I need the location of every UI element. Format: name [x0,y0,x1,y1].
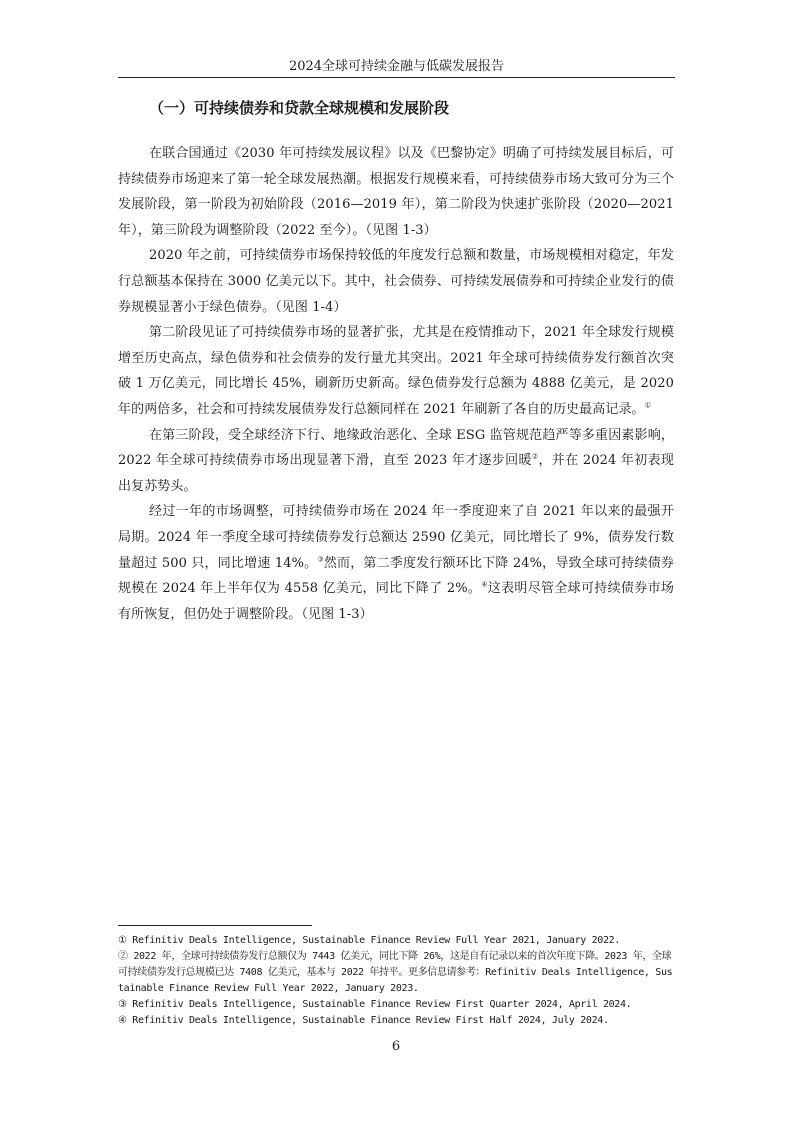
footnote-ref-1[interactable]: ① [644,401,652,410]
page-number: 6 [391,1039,401,1054]
footnote-1: ① Refinitiv Deals Intelligence, Sustainable Finance Review Full Year 2021, January 2022. [118,935,620,946]
paragraph-5 [118,499,674,627]
footnote-3: ③ Refinitiv Deals Intelligence, Sustainable Finance Review First Quarter 2024, April 2024. [118,999,632,1010]
header-divider [118,77,675,78]
footnote-ref-3[interactable]: ③ [317,555,324,564]
paragraph-text: 然而，第二季度发行额环比下降 24%，导致全球可持续债券规模在 2024 年上半年仅为 4558 亿美元，同比下降了 2%。 [118,555,674,597]
paragraph-text: 2020 年之前，可持续债券市场保持较低的年度发行总额和数量，市场规模相对稳定，年发行总额基本保持在 3000 亿美元以下。其中，社会债券、可持续发展债券和可持续企业发行的债券规模显著小于绿色债券。（见图 1-4） [118,248,674,315]
paragraph-2 [118,243,674,320]
footnote-divider [118,925,312,926]
running-header: 2024全球可持续金融与低碳发展报告 [288,59,505,74]
paragraph-text: 在第三阶段，受全球经济下行、地缘政治恶化、全球 ESG 监管规范趋严等多重因素影响，2022 年全球可持续债券市场出现显著下滑，直至 2023 年才逐步回暖 [118,427,674,469]
paragraph-3 [118,320,674,422]
footnote-4: ④ Refinitiv Deals Intelligence, Sustainable Finance Review First Half 2024, July 2024. [118,1015,609,1026]
paragraph-1 [118,141,674,243]
footnotes [118,933,676,1029]
paragraph-text: 在联合国通过《2030 年可持续发展议程》以及《巴黎协定》明确了可持续发展目标后，可持续债券市场迎来了第一轮全球发展热潮。根据发行规模来看，可持续债券市场大致可分为三个发展阶段，第一阶段为初始阶段（2016—2019 年），第二阶段为快速扩张阶段（2020—2021 年），第三阶段为调整阶段（2022 至今）。（见图 1-3） [118,146,674,238]
paragraph-text: 第二阶段见证了可持续债券市场的显著扩张，尤其是在疫情推动下，2021 年全球发行规模增至历史高点，绿色债券和社会债券的发行量尤其突出。2021 年全球可持续债券发行额首次突破 1 万亿美元，同比增长 45%，刷新历史新高。绿色债券发行总额为 4888 亿美元，是 2020 年的两倍多，社会和可持续发展债券发行总额同样在 2021 年刷新了各自的历史最高记录。 [118,325,674,417]
footnote-ref-4[interactable]: ④ [481,580,488,589]
paragraph-text: 这表明尽管全球可持续债券市场有所恢复，但仍处于调整阶段。（见图 1-3） [118,581,674,622]
section-title: （一）可持续债券和贷款全球规模和发展阶段 [149,99,450,117]
footnote-2: ② 2022 年，全球可持续债券发行总额仅为 7443 亿美元，同比下降 26%，这是自有记录以来的首次年度下降。2023 年，全球可持续债券发行总规模已达 7408 亿美元，基本与 2022 年持平。更多信息请参考：Refinitiv Deals Intelligence, Sustainable Finance Review Full Year 2022, January 2023. [118,951,673,994]
paragraph-4 [118,423,674,500]
footnote-ref-2[interactable]: ② [531,452,539,461]
paragraph-text: ，并在 2024 年初表现出复苏势头。 [118,453,674,494]
paragraph-text: 经过一年的市场调整，可持续债券市场在 2024 年一季度迎来了自 2021 年以来的最强开局期。2024 年一季度全球可持续债券发行总额达 2590 亿美元，同比增长了 9%，债券发行数量超过 500 只，同比增速 14%。 [118,504,674,571]
body-text [118,141,674,627]
